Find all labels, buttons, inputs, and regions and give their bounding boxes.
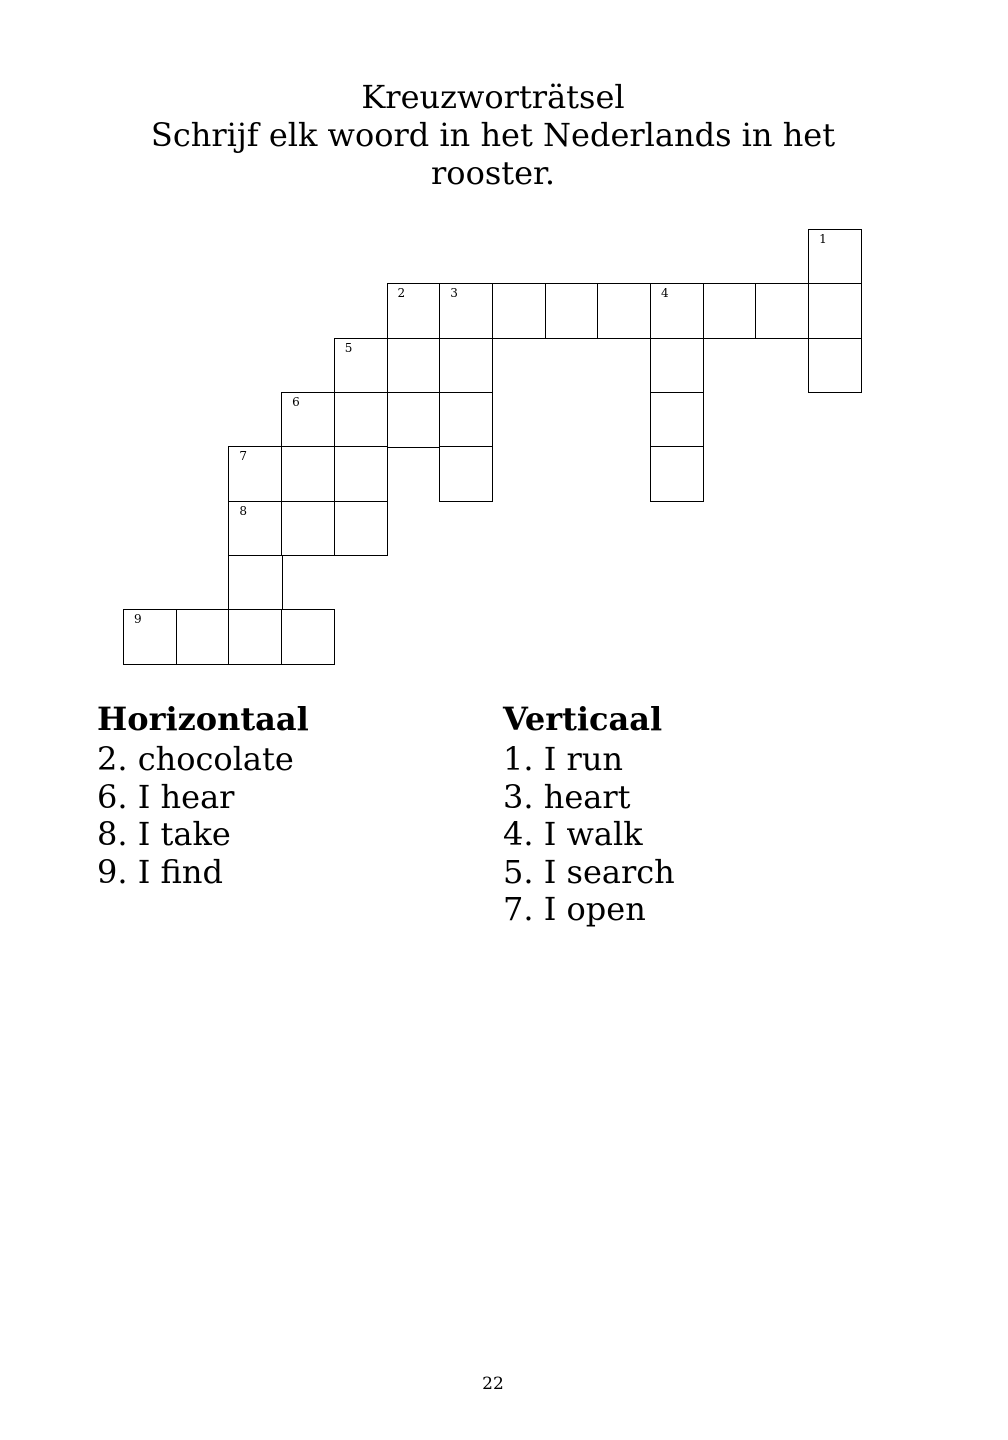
clues-down-heading: Verticaal [503,700,663,738]
grid-cell[interactable] [439,283,493,339]
grid-cell[interactable] [334,338,388,394]
grid-cell[interactable] [755,283,809,339]
grid-cell[interactable] [387,392,441,448]
grid-cell[interactable] [123,609,177,665]
clue-number: 8 [239,503,248,518]
clue-down-item: 4. I walk [503,815,643,853]
grid-cell[interactable] [808,338,862,394]
grid-cell[interactable] [650,446,704,502]
clue-across-item: 9. I find [97,852,223,891]
grid-cell[interactable] [334,392,388,448]
clue-across-item: 2. chocolate [97,740,294,778]
clue-number: 6 [292,394,300,409]
grid-cell[interactable] [334,446,388,502]
grid-cell[interactable] [597,283,651,339]
clue-across-item: 8. I take [97,815,231,853]
clue-number: 7 [239,449,248,464]
page-number: 22 [482,1374,504,1394]
grid-cell[interactable] [334,501,388,557]
clues-across [97,700,309,891]
grid-cell[interactable] [281,609,335,665]
grid-cell[interactable] [439,338,493,394]
grid-cell[interactable] [228,609,282,665]
grid-cell[interactable] [439,446,493,502]
grid-cell[interactable] [281,446,335,502]
grid-cell[interactable] [808,229,862,285]
grid-cell[interactable] [808,283,862,339]
clue-number: 5 [344,340,353,355]
grid-cell[interactable] [650,283,704,339]
instruction-line-1: Schrijf elk woord in het Nederlands in het [150,116,836,154]
clue-down-item: 1. I run [503,740,624,778]
clue-number: 4 [661,286,669,301]
grid-cell[interactable] [281,501,335,557]
clue-number: 3 [450,286,458,301]
clue-down-item: 3. heart [503,777,631,816]
clue-across-item: 6. I hear [97,777,235,816]
puzzle-header [0,78,986,192]
grid-cell[interactable] [228,446,282,502]
grid-cell[interactable] [387,283,441,339]
grid-cell[interactable] [281,392,335,448]
grid-cell[interactable] [387,338,441,394]
grid-cell[interactable] [439,392,493,448]
grid-cell[interactable] [176,609,230,665]
grid-cell[interactable] [650,392,704,448]
grid-cell[interactable] [228,501,282,557]
grid-cell[interactable] [228,555,282,611]
grid-cell[interactable] [650,338,704,394]
grid-cell[interactable] [492,283,546,339]
clue-down-item: 5. I search [503,852,675,891]
clues-down [503,700,675,929]
instruction-line-2: rooster. [431,154,555,192]
clue-number: 9 [134,612,142,627]
clue-down-item: 7. I open [503,890,646,928]
grid-cell[interactable] [545,283,599,339]
grid-cell[interactable] [703,283,757,339]
clue-number: 2 [397,286,406,301]
puzzle-title: Kreuzworträtsel [361,78,625,116]
clue-number: 1 [819,232,827,246]
clues-across-heading: Horizontaal [97,700,309,738]
